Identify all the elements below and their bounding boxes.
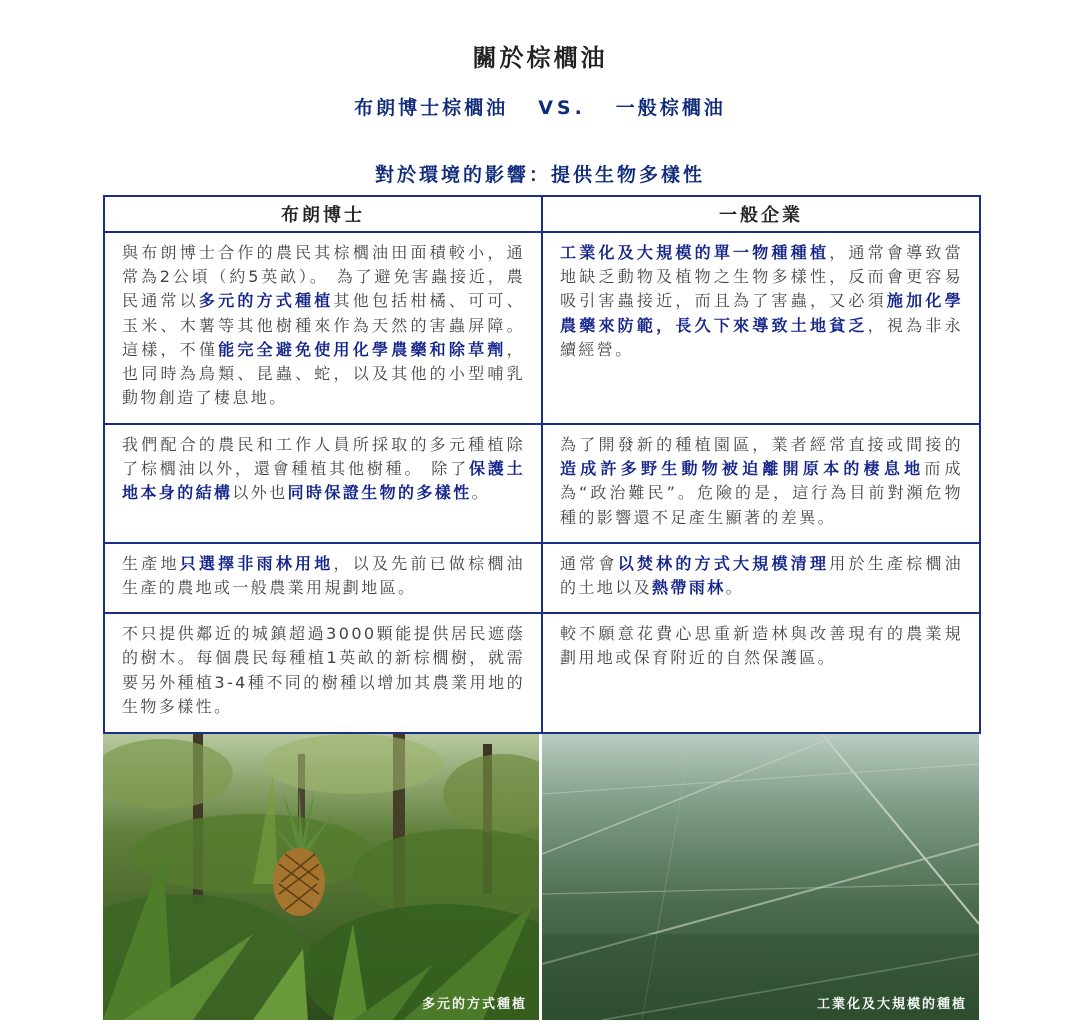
table-row bbox=[104, 424, 980, 543]
photo-industrial-planting bbox=[542, 734, 979, 1020]
body-text: 。 bbox=[725, 578, 745, 598]
compare-right-label: 一般棕櫚油 bbox=[615, 97, 726, 119]
highlight-text: 以焚林的方式大規模清理 bbox=[617, 553, 830, 573]
comparison-heading bbox=[0, 93, 1080, 120]
header-dr-bronner: 布朗博士 bbox=[104, 196, 542, 232]
general-company-cell bbox=[542, 232, 980, 424]
pineapple-jungle-image bbox=[103, 734, 539, 1020]
highlight-text: 同時保證生物的多樣性 bbox=[287, 483, 472, 503]
body-text: 與布朗博士合作的農民其棕櫚油田面積較小，通常為2公頃（約5英畝）。 為了避免害蟲接近，農民通常以 bbox=[122, 243, 525, 311]
highlight-text: 保護土地本身的結構 bbox=[122, 459, 526, 503]
body-text: ，以及先前已做棕櫚油生產的農地或一般農業用規劃地區。 bbox=[122, 553, 525, 598]
body-text: 以外也 bbox=[232, 483, 288, 503]
photo-right-caption: 工業化及大規模的種植 bbox=[816, 997, 967, 1012]
general-company-cell bbox=[542, 543, 980, 613]
highlight-text: 能完全避免使用化學農藥和除草劑 bbox=[218, 339, 507, 359]
body-text: ，也同時為鳥類、昆蟲、蛇，以及其他的小型哺乳動物創造了棲息地。 bbox=[122, 339, 525, 408]
dr-bronner-cell bbox=[104, 232, 542, 424]
table-body bbox=[104, 232, 980, 733]
body-text: ，通常會導致當地缺乏動物及植物之生物多樣性，反而會更容易吸引害蟲接近，而且為了害蟲，又必須 bbox=[560, 243, 963, 311]
dr-bronner-cell bbox=[104, 613, 542, 733]
highlight-text: 造成許多野生動物被迫離開原本的棲息地 bbox=[560, 459, 925, 479]
table-row bbox=[104, 613, 980, 733]
body-text: 不只提供鄰近的城鎮超過3000顆能提供居民遮蔭的樹木。每個農民每種植1英畝的新棕櫚樹，就需要另外種植3-4種不同的樹種以增加其農業用地的生物多樣性。 bbox=[122, 624, 525, 716]
dr-bronner-cell bbox=[104, 424, 542, 543]
plantation-aerial-image bbox=[542, 734, 979, 1020]
body-text: 用於生產棕櫚油的土地以及 bbox=[560, 553, 963, 598]
compare-vs-label: VS. bbox=[538, 97, 586, 119]
section-subtitle: 對於環境的影響：提供生物多樣性 bbox=[374, 164, 705, 186]
highlight-text: 只選擇非雨林用地 bbox=[179, 553, 334, 573]
dr-bronner-cell bbox=[104, 543, 542, 613]
general-company-cell bbox=[542, 424, 980, 543]
highlight-text: 工業化及大規模的單一物種種植 bbox=[560, 243, 830, 262]
page-title: 關於棕櫚油 bbox=[472, 44, 608, 72]
body-text: 其他包括柑橘、可可、玉米、木薯等其他樹種來作為天然的害蟲屏障。這樣，不僅 bbox=[122, 291, 525, 359]
general-company-cell bbox=[542, 613, 980, 733]
body-text: 。 bbox=[471, 483, 491, 503]
body-text: 為了開發新的種植園區，業者經常直接或間接的 bbox=[560, 435, 963, 454]
body-text: 而成為“政治難民”。危險的是，這行為目前對瀕危物種的影響還不足產生顯著的差異。 bbox=[560, 459, 963, 527]
body-text: ，視為非永續經營。 bbox=[560, 315, 963, 359]
photo-left-caption: 多元的方式種植 bbox=[421, 997, 527, 1012]
highlight-text: 熱帶雨林 bbox=[652, 578, 726, 598]
body-text: 我們配合的農民和工作人員所採取的多元種植除了棕櫚油以外，還會種植其他樹種。 除了 bbox=[122, 435, 525, 479]
table-header-row bbox=[104, 196, 980, 232]
table-row bbox=[104, 543, 980, 613]
compare-left-label: 布朗博士棕櫚油 bbox=[354, 97, 509, 119]
body-text: 通常會 bbox=[560, 553, 618, 573]
body-text: 生產地 bbox=[122, 553, 180, 573]
highlight-text: 多元的方式種植 bbox=[198, 291, 334, 311]
comparison-table bbox=[103, 195, 981, 734]
body-text: 較不願意花費心思重新造林與改善現有的農業規劃用地或保育附近的自然保護區。 bbox=[560, 624, 963, 668]
highlight-text: 施加化學農藥來防範，長久下來導致土地貧乏 bbox=[560, 291, 963, 335]
header-general-company: 一般企業 bbox=[542, 196, 980, 232]
photo-diverse-planting bbox=[103, 734, 539, 1020]
table-row bbox=[104, 232, 980, 424]
